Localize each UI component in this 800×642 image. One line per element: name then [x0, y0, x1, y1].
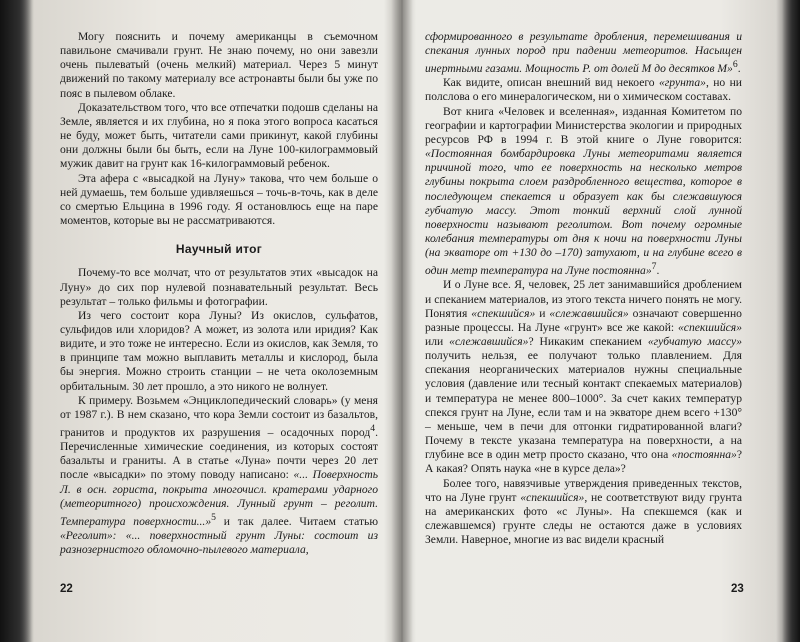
text-run: , но ни полслова о его минералогическом, ни о химическом составах. — [425, 76, 743, 104]
paragraph — [425, 278, 742, 476]
text-run: , не соответствуют виду грунта на американских фото «с Луны». На спекшемся (как и слежавшемся) грунте следы не остаются даже в условиях Земли. Наверное, многие из вас видели красный — [425, 490, 742, 547]
text-run: ? А какая? Опять наука «не в курсе дела»? — [425, 448, 742, 476]
text-run: Вот книга «Человек и вселенная», изданная Комитетом по географии и картографии Министерства экологии и природных ресурсов РФ в 1994 г. В этой книге о Луне говорится: — [425, 104, 742, 146]
paragraph — [60, 394, 378, 557]
paragraph: Эта афера с «высадкой на Луну» такова, что чем больше о ней думаешь, тем больше удивляешься – точь-в-точь, как в деле со смертью Ельцина в 1996 году. Я остановлюсь еще на паре моментов, которые вы не рассматриваются. — [60, 171, 378, 228]
footnote-ref: 4 — [370, 423, 376, 435]
text-run: ? Никаким спеканием — [528, 335, 648, 348]
paragraph: Доказательством того, что все отпечатки подошв сделаны на Земле, является и их глубина, но я пока этого вопроса касаться не буду, может быть, читатели сами прикинут, какой глубины они должны были бы быть, если на Луне 100-килограммовый мужик давит на грунт как 16-килограммовый ребенок. — [60, 100, 378, 171]
text-run: К примеру. Возьмем «Энциклопедический словарь» (у меня от 1987 г.). В нем сказано, что кора Земли состоит из базальтов, гранитов и продуктов их разрушения – осадочных пород — [60, 393, 378, 439]
quote: «слежавшийся» — [549, 306, 629, 320]
quote: «спекшийся» — [678, 320, 742, 334]
left-page-text — [60, 30, 378, 557]
text-run: означают совершенно разные процессы. На Луне «грунт» все же какой: — [425, 306, 742, 334]
right-page — [400, 0, 800, 642]
footnote-ref: 5 — [211, 511, 216, 523]
section-heading: Научный итог — [175, 242, 263, 257]
paragraph: Из чего состоит кора Луны? Из окислов, сульфатов, сульфидов или хлоридов? А может, из золота или иридия? Как видите, и это тоже не интересно. Если из окислов, как Земля, то в принципе там можно выплавить металлы и кислород, была бы энергия. Можно строить станции – не чета околоземным орбитальным. 30 лет прошло, а это никого не волнует. — [60, 308, 378, 393]
text-run: Как видите, описан внешний вид некоего — [443, 76, 659, 90]
paragraph: Вот книга «Человек и вселенная», изданная Комитетом по географии и картографии Министерства экологии и природных ресурсов РФ в 1994 г. В этой книге о Луне говорится: «Постоянная бомбардировка Луны метеоритами является причиной того, что ее поверхность на несколько метров глубины покрыта слоем раздробленного вещества, которое в последующем спекается и образует как бы слежавшуюся губчатую массу. Этот тонкий верхний слой лунной поверхности называют реголитом. Вот почему огромные колебания температуры от дня к ночи на поверхности Луны (на экваторе от +130 до –170) затухают, и на глубине всего в один метр температура на Луне постоянна»$^7$. — [425, 104, 742, 278]
footnote-ref: 7 — [651, 261, 657, 273]
quote: «спекшийся» — [520, 490, 585, 504]
quote: «Постоянная бомбардировка Луны метеоритами является причиной того, что ее поверхность на несколько метров глубины покрыта слоем раздробленного вещества, которое в последующем спекается и образует как бы слежавшуюся губчатую массу. Этот тонкий верхний слой лунной поверхности называют реголитом. Вот почему огромные колебания температуры от дня к ночи на поверхности Луны (на экваторе от +130 до –170) затухают, и на глубине всего в один метр температура на Луне постоянна» — [425, 147, 742, 278]
text-run: или — [425, 335, 450, 348]
text-run: получить нельзя, ее получают только плавлением. Для спекания неорганических материалов нужны специальные условия (давление или тесный контакт спекаемых материалов) и температура не менее 800–1000°. За счет каких температур спекся грунт на Луне, если там и на экваторе днем всего +130° – меньше, чем в печи для отгонки гидратированной влаги? Почему в тексте указана температура на поверхности, а на глубине все в один метр просто сказано, что она — [425, 349, 742, 462]
quote: «Реголит»: «... поверхностный грунт Луны: состоит из разнозернистого обломочно-пылевого материала, — [60, 528, 378, 557]
text-run: и — [535, 306, 550, 320]
page-number: 22 — [60, 583, 73, 595]
quote: «грунта» — [658, 76, 706, 90]
quote: «постоянна» — [671, 448, 737, 462]
right-page-text — [425, 30, 742, 547]
text-run: И о Луне все. Я, человек, 25 лет занимавшийся дроблением и спеканием материалов, из этого текста ничего понять не могу. Понятия — [425, 278, 742, 320]
page-number: 23 — [731, 583, 744, 595]
quote: «губчатую массу» — [647, 335, 742, 348]
paragraph: сформированного в результате дробления, перемешивания и спекания лунных пород при падении метеоритов. Насыщен инертными газами. Мощность Р. от долей М до десятков М»$^6$. — [425, 30, 742, 76]
paragraph: Могу пояснить и почему американцы в съемочном павильоне смачивали грунт. Не знаю почему, но они завезли очень пылеватый (очень мелкий) материал. Через 5 минут движений по такому материалу все астронавты были бы уже по пояс в пылевом облаке. — [60, 30, 378, 100]
quote: сформированного в результате дробления, перемешивания и спекания лунных пород при падении метеоритов. Насыщен инертными газами. Мощность Р. от долей М до десятков М» — [425, 30, 742, 76]
text-run: и так далее. Читаем статью — [215, 514, 378, 528]
quote: «слежавшийся» — [449, 335, 529, 348]
paragraph — [425, 477, 742, 548]
quote: «спекшийся» — [471, 306, 536, 320]
paragraph: Почему-то все молчат, что от результатов этих «высадок на Луну» до сих пор нулевой познавательный результат. Весь результат – только фильмы и фотографии. — [60, 266, 378, 308]
quote: «... Поверхность Л. в осн. гориста, покрыта многочисл. кратерами ударного (метеоритного) происхождения. Лунный грунт – реголит. Температура поверхности...» — [60, 468, 379, 528]
paragraph — [425, 76, 742, 104]
text-run: Более того, навязчивые утверждения приведенных текстов, что на Луне грунт — [425, 476, 742, 504]
text-run: . Перечисленные химические соединения, из которых состоят базальты и граниты. А в статье «Луна» почти через 20 лет после «высадки» по этому поводу написано: — [60, 425, 378, 482]
footnote-ref: 6 — [732, 59, 738, 71]
